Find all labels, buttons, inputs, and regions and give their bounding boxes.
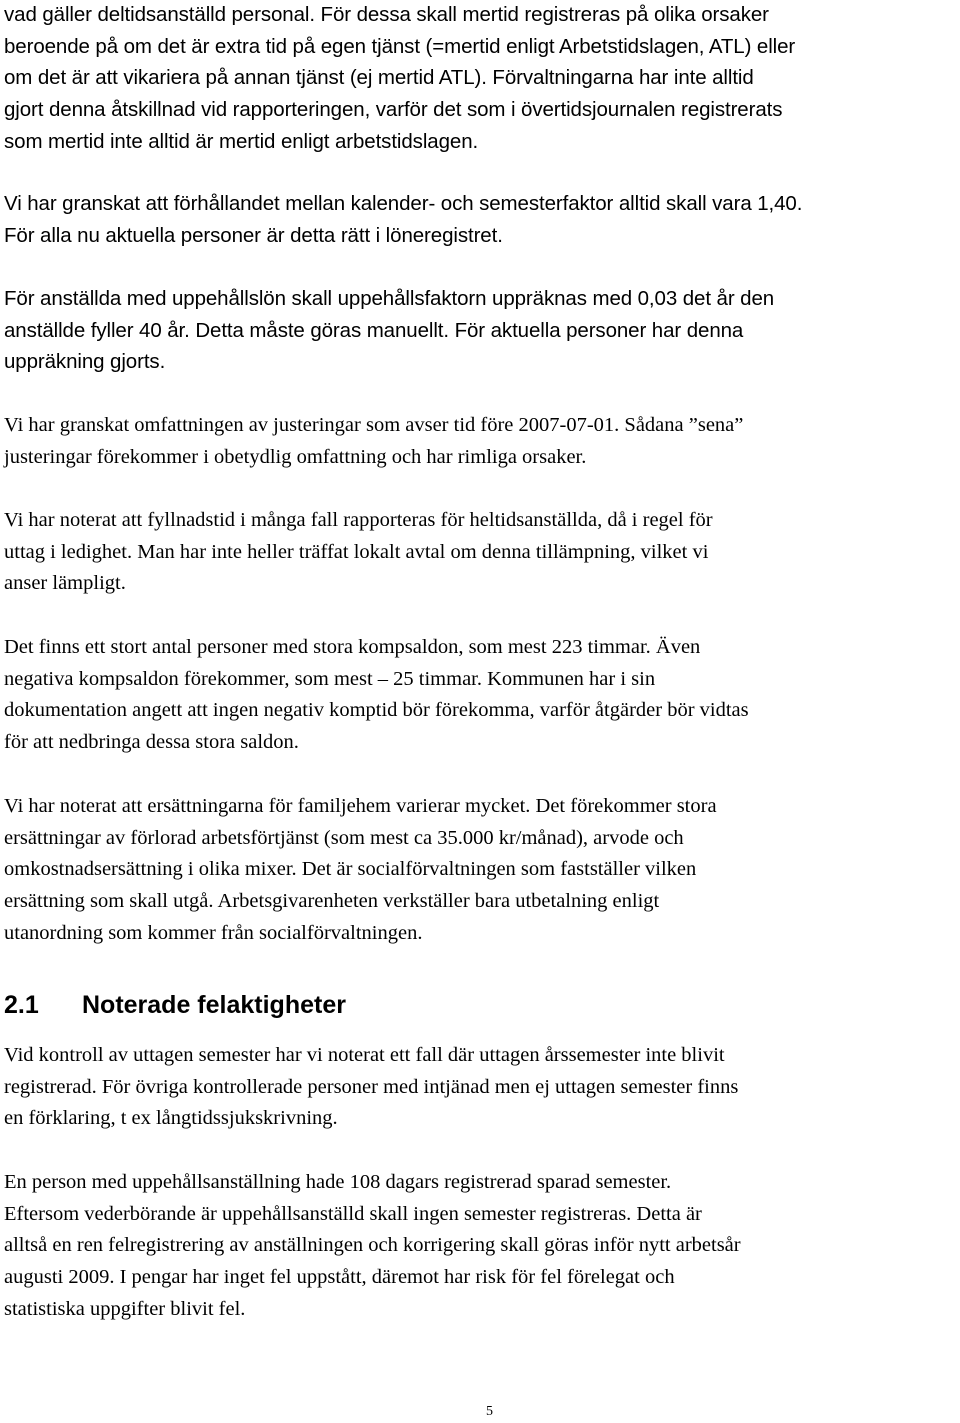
text-line: beroende på om det är extra tid på egen tjänst (=mertid enligt Arbetstidslagen, ATL) eller (4, 34, 796, 58)
section-title: Noterade felaktigheter (82, 991, 346, 1019)
text-line: som mertid inte alltid är mertid enligt arbetstidslagen. (4, 129, 479, 153)
section-number: 2.1 (4, 991, 39, 1019)
text-line: justeringar förekommer i obetydlig omfattning och har rimliga orsaker. (4, 445, 587, 468)
text-line: augusti 2009. I pengar har inget fel uppstått, däremot har risk för fel förelegat och (4, 1266, 675, 1289)
paragraph-kalenderfaktor (4, 188, 958, 251)
text-line: Vi har granskat omfattningen av justeringar som avser tid före 2007-07-01. Sådana ”sena” (4, 414, 744, 436)
text-line: registrerad. För övriga kontrollerade personer med intjänad men ej uttagen semester finns (4, 1075, 739, 1098)
paragraph-uppehallslon (4, 283, 958, 378)
text-line: vad gäller deltidsanställd personal. För dessa skall mertid registreras på olika orsaker (4, 3, 769, 26)
text-line: Det finns ett stort antal personer med stora kompsaldon, som mest 223 timmar. Även (4, 636, 701, 658)
text-line: omkostnadsersättning i olika mixer. Det är socialförvaltningen som fastställer vilken (4, 858, 697, 881)
paragraph-justeringar (4, 410, 958, 473)
paragraph-felregistrering (4, 1167, 958, 1325)
text-line: negativa kompsaldon förekommer, som mest – 25 timmar. Kommunen har i sin (4, 667, 656, 690)
text-line: Vi har granskat att förhållandet mellan kalender- och semesterfaktor alltid skall vara 1,40. (4, 192, 803, 215)
text-line: för att nedbringa dessa stora saldon. (4, 731, 299, 754)
text-line: alltså en ren felregistrering av anställningen och korrigering skall göras inför nytt arbetsår (4, 1234, 741, 1257)
text-line: Vi har noterat att ersättningarna för familjehem varierar mycket. Det förekommer stora (4, 795, 717, 817)
section-heading (4, 991, 346, 1020)
text-line: Vid kontroll av uttagen semester har vi noterat ett fall där uttagen årssemester inte blivit (4, 1044, 725, 1066)
text-line: Vi har noterat att fyllnadstid i många fall rapporteras för heltidsanställda, då i regel för (4, 509, 713, 531)
paragraph-kompsaldon (4, 632, 958, 759)
paragraph-fyllnadstid (4, 505, 958, 600)
text-line: uppräkning gjorts. (4, 350, 166, 374)
text-line: en förklaring, t ex långtidssjukskrivning. (4, 1107, 338, 1130)
text-line: Eftersom vederbörande är uppehållsanställd skall ingen semester registreras. Detta är (4, 1202, 702, 1225)
page-number: 5 (486, 1404, 493, 1419)
text-line: anser lämpligt. (4, 572, 126, 595)
paragraph-semester-kontroll (4, 1040, 958, 1135)
text-line: anställde fyller 40 år. Detta måste göras manuellt. För aktuella personer har denna (4, 318, 744, 342)
paragraph-mertid (4, 0, 958, 157)
text-line: För anställda med uppehållslön skall uppehållsfaktorn uppräknas med 0,03 det år den (4, 287, 775, 310)
text-line: statistiska uppgifter blivit fel. (4, 1297, 246, 1320)
text-line: utanordning som kommer från socialförvaltningen. (4, 921, 423, 944)
text-line: om det är att vikariera på annan tjänst (ej mertid ATL). Förvaltningarna har inte alltid (4, 66, 754, 90)
text-line: En person med uppehållsanställning hade 108 dagars registrerad sparad semester. (4, 1171, 672, 1193)
paragraph-familjehem (4, 791, 958, 949)
text-line: gjort denna åtskillnad vid rapporteringen, varför det som i övertidsjournalen registrerats (4, 98, 783, 122)
text-line: uttag i ledighet. Man har inte heller träffat lokalt avtal om denna tillämpning, vilket vi (4, 540, 709, 563)
text-line: För alla nu aktuella personer är detta rätt i löneregistret. (4, 223, 503, 247)
text-line: dokumentation angett att ingen negativ komptid bör förekomma, varför åtgärder bör vidtas (4, 699, 749, 722)
text-line: ersättningar av förlorad arbetsförtjänst (som mest ca 35.000 kr/månad), arvode och (4, 826, 684, 849)
text-line: ersättning som skall utgå. Arbetsgivarenheten verkställer bara utbetalning enligt (4, 890, 660, 913)
